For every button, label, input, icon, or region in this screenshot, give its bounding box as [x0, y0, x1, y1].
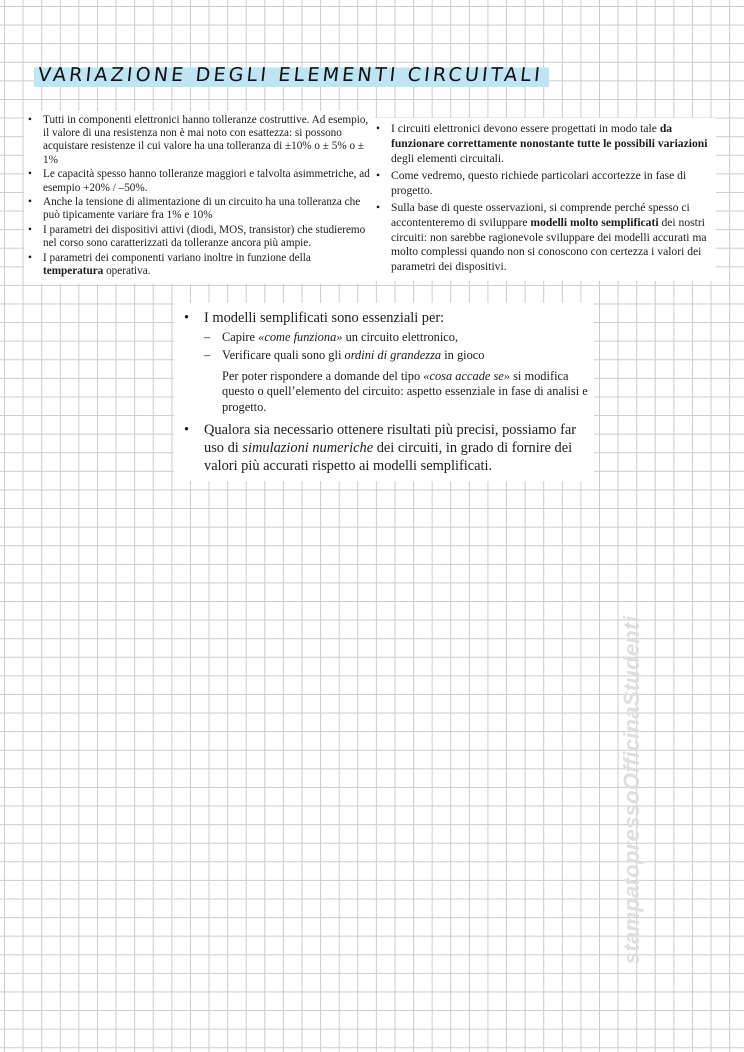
left-bullet-list [28, 114, 370, 278]
list-item [376, 201, 712, 275]
text-segment-bold: da funzionare correttamente nonostante tutte le possibili variazioni [391, 122, 708, 150]
text-segment-normal: dei circuiti, in grado di fornire dei valori più accurati rispetto ai modelli semplificati. [204, 440, 573, 475]
text-segment-italic: «come funziona» [258, 330, 343, 344]
center-intro-text: I modelli semplificati sono essenziali per: [204, 310, 445, 326]
dash-icon: – [204, 348, 211, 363]
bullet-icon: • [28, 114, 32, 126]
sub-list-item-text [222, 348, 484, 362]
text-segment-normal: Le capacità spesso hanno tolleranze maggiori e talvolta asimmetriche, ad esempio +20% / –50%. [43, 168, 370, 194]
bullet-icon: • [376, 200, 381, 214]
text-segment-normal: Ad esempio, il valore di una resistenza non è mai noto con esattezza: si possono acquistare resistenze il cui valore ha una tolleranza di ±10% o ± 5% o ± 1% [43, 114, 369, 166]
text-segment-italic: simulazioni numeriche [242, 440, 374, 457]
list-item [28, 168, 370, 194]
bullet-icon: • [28, 224, 32, 237]
text-segment-normal: Sulla base di queste osservazioni, si comprende perché spesso ci accontenteremo di sviluppare [391, 200, 690, 229]
bullet-icon: • [184, 310, 190, 326]
right-bullet-list [376, 122, 712, 275]
list-item-text [43, 224, 365, 249]
left-text-block [24, 111, 374, 284]
dash-icon: – [204, 330, 211, 344]
list-item [28, 252, 370, 278]
text-segment-normal: Tutti in componenti elettronici hanno tolleranze costruttive. [43, 114, 312, 126]
center-text-block [174, 303, 594, 481]
sub-note [204, 369, 588, 415]
bullet-icon: • [376, 122, 381, 135]
bullet-icon: • [28, 168, 32, 181]
list-item-text [43, 114, 368, 166]
text-segment-normal: Anche la tensione di alimentazione di un circuito ha una tolleranza che può tipicamente variare fra 1% e 10% [43, 196, 361, 222]
bullet-icon: • [28, 196, 32, 209]
page-title-highlight [34, 58, 549, 92]
text-segment-bold: modelli molto semplificati [530, 215, 659, 229]
bullet-icon: • [376, 168, 381, 182]
text-segment-italic: ordini di grandezza [344, 348, 442, 363]
text-segment-normal: dei nostri circuiti: non sarebbe ragionevole sviluppare dei modelli accurati ma molto complessi quando non si conoscono con certezza i valori dei parametri dei dispositivi. [391, 215, 707, 274]
sub-list [204, 330, 588, 364]
sub-list-item [204, 348, 588, 363]
text-segment-normal: si modifica questo o quell’elemento del circuito: aspetto essenziale in fase di analisi e progetto. [222, 368, 588, 414]
watermark: stampatopressoOfficinaStudenti [619, 615, 644, 965]
right-text-block [372, 118, 716, 281]
text-segment-normal: Verificare quali sono gli [222, 348, 345, 363]
list-item-text [391, 122, 707, 165]
text-segment-normal: I parametri dei dispositivi attivi (diodi, MOS, transistor) che studieremo nel corso sono caratterizzati da tolleranze ancora più ampie. [43, 224, 366, 250]
text-segment-normal: degli elementi circuitali. [391, 151, 504, 165]
center-bullet-list [184, 309, 588, 475]
text-segment-normal: Per poter rispondere a domande del tipo [222, 368, 424, 383]
list-item [28, 114, 370, 167]
list-item [28, 224, 370, 250]
bullet-icon: • [28, 252, 32, 265]
list-item-text [43, 196, 360, 221]
text-segment-normal: Qualora sia necessario ottenere risultati più precisi, possiamo far uso di [204, 422, 577, 457]
text-segment-italic: «cosa accade se» [423, 368, 511, 383]
list-item [184, 309, 588, 415]
list-item-text [43, 252, 311, 277]
list-item [376, 169, 712, 199]
text-segment-normal: Capire [222, 330, 259, 344]
list-item [376, 122, 712, 166]
list-item-text [391, 201, 707, 273]
page-title: VARIAZIONE DEGLI ELEMENTI CIRCUITALI [36, 64, 545, 86]
text-segment-normal: operativa. [103, 265, 151, 278]
text-segment-normal: I parametri dei componenti variano inoltre in funzione della [43, 252, 311, 265]
text-segment-normal: I circuiti elettronici devono essere progettati in modo tale [391, 122, 660, 135]
text-segment-normal: un circuito elettronico, [342, 330, 459, 344]
sub-list-item [204, 330, 588, 345]
text-segment-bold: temperatura [43, 265, 104, 278]
list-item-text [391, 169, 686, 197]
text-segment-normal: in gioco [441, 348, 485, 363]
bullet-icon: • [184, 422, 190, 439]
text-segment-normal: Come vedremo, questo richiede particolari accortezze in fase di progetto. [391, 168, 687, 197]
list-item [184, 421, 588, 475]
list-item-text [204, 422, 576, 474]
list-item [28, 196, 370, 222]
list-item-text [43, 168, 370, 193]
sub-list-item-text [222, 330, 458, 344]
